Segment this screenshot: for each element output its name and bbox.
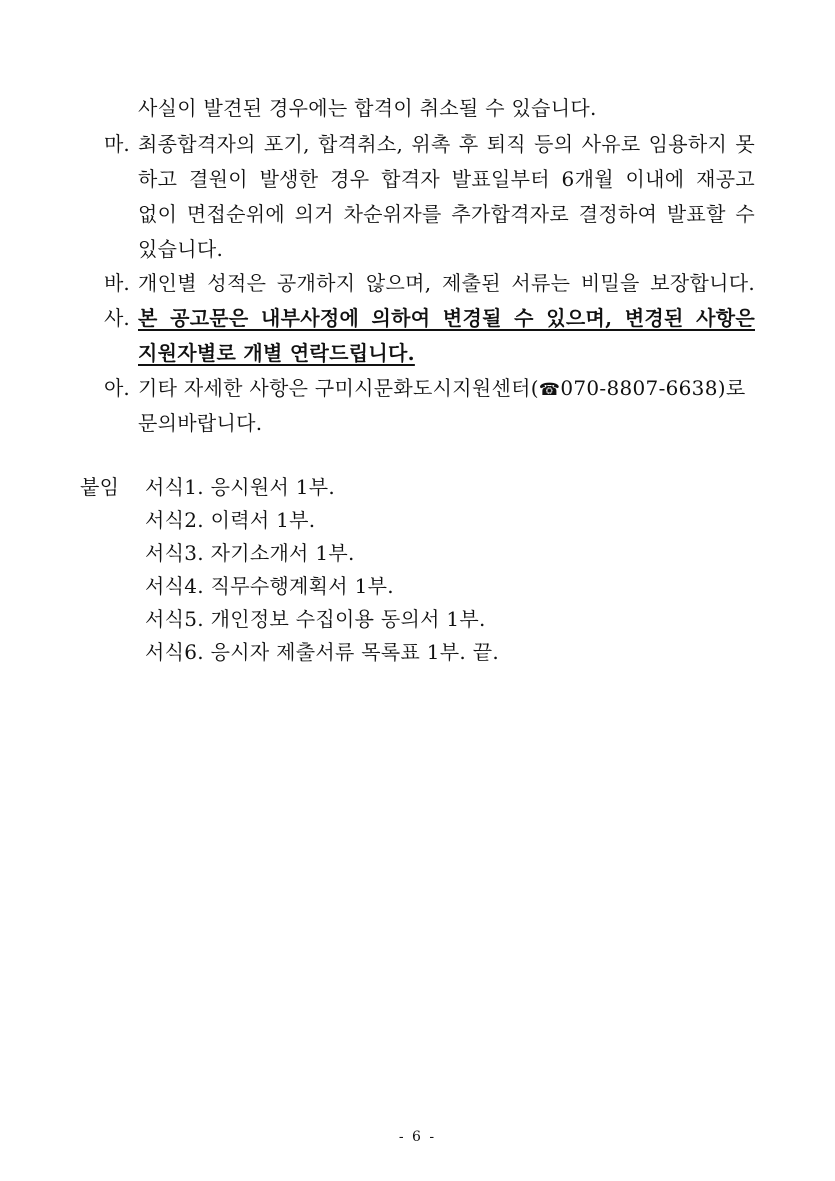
phone-icon: ☎ — [538, 380, 561, 400]
item-ma-line-1: 최종합격자의 포기, 합격취소, 위촉 후 퇴직 등의 사유로 임용하지 못 — [138, 132, 755, 156]
attachment-item-5: 서식5. 개인정보 수집이용 동의서 1부. — [145, 607, 486, 631]
item-a-line-1 — [138, 375, 745, 403]
item-sa-line-2: 지원자별로 개별 연락드립니다. — [138, 341, 415, 365]
attachment-item-1: 서식1. 응시원서 1부. — [145, 475, 336, 499]
item-ma-marker: 마. — [104, 132, 130, 156]
continuation-text: 사실이 발견된 경우에는 합격이 취소될 수 있습니다. — [138, 96, 597, 120]
item-ba-marker: 바. — [104, 271, 130, 295]
attachment-item-4: 서식4. 직무수행계획서 1부. — [145, 574, 394, 598]
item-ma-line-4: 있습니다. — [138, 237, 224, 261]
item-sa-marker: 사. — [104, 306, 130, 330]
contact-text: 기타 자세한 사항은 구미시문화도시지원센터( — [138, 376, 539, 400]
item-ba-line-1: 개인별 성적은 공개하지 않으며, 제출된 서류는 비밀을 보장합니다. — [138, 271, 755, 295]
attachment-item-3: 서식3. 자기소개서 1부. — [145, 541, 355, 565]
item-ma-line-3: 없이 면접순위에 의거 차순위자를 추가합격자로 결정하여 발표할 수 — [138, 202, 755, 226]
page-number: - 6 - — [398, 1129, 437, 1145]
attachment-item-6: 서식6. 응시자 제출서류 목록표 1부. 끝. — [145, 640, 499, 664]
phone-number: 070-8807-6638)로 — [560, 376, 746, 400]
item-a-line-2: 문의바랍니다. — [138, 411, 263, 435]
attachment-item-2: 서식2. 이력서 1부. — [145, 508, 316, 532]
item-ma-line-2: 하고 결원이 발생한 경우 합격자 발표일부터 6개월 이내에 재공고 — [138, 167, 755, 191]
item-sa-line-1: 본 공고문은 내부사정에 의하여 변경될 수 있으며, 변경된 사항은 — [138, 306, 755, 330]
attachments-label: 붙임 — [80, 475, 120, 499]
item-a-marker: 아. — [104, 376, 130, 400]
